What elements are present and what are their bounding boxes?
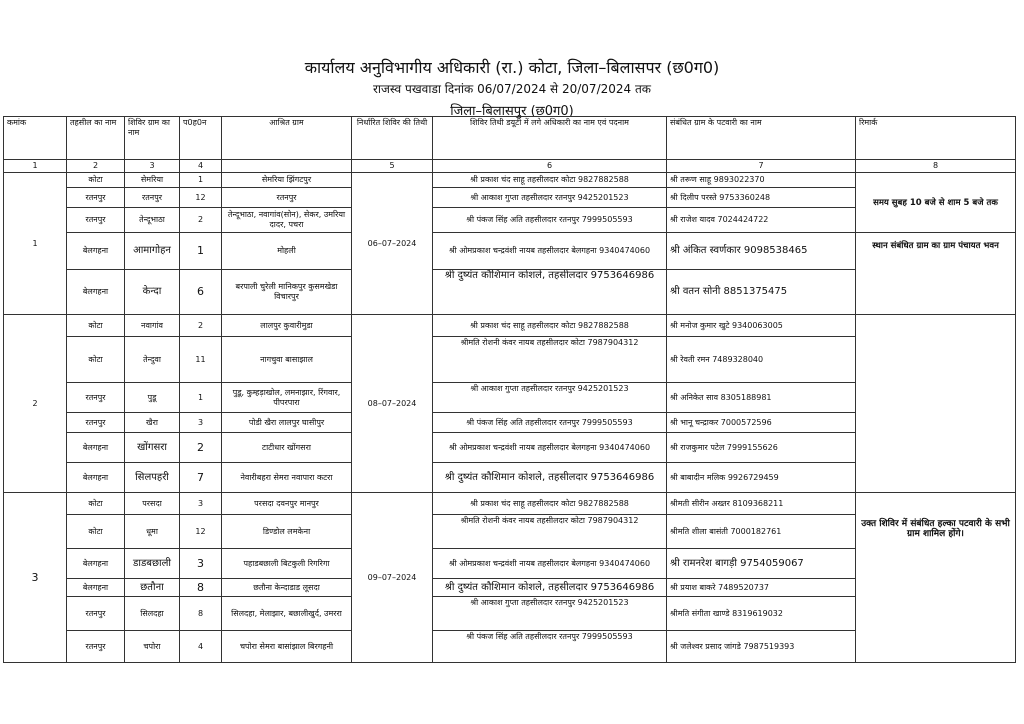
tehsil-cell: बेलगहना — [67, 579, 125, 597]
patwari-cell: श्री तरूण साहू 9893022370 — [667, 173, 856, 188]
ph-number-cell: 2 — [180, 315, 222, 337]
table-header-row — [4, 117, 1016, 160]
serial-number: 3 — [4, 493, 67, 663]
ph-number-cell: 2 — [180, 433, 222, 463]
page-title: कार्यालय अनुविभागीय अधिकारी (रा.) कोटा, जिला–बिलासपर (छ0ग0) — [304, 58, 720, 77]
camp-village-cell: डाडबछाली — [125, 549, 180, 579]
col-header: निर्धारित शिविर की तिथी — [352, 117, 433, 160]
col-header: रिमार्क — [856, 117, 1016, 160]
dependent-villages-cell: चपोरा सेमरा बासांझाल बिरगहनी — [222, 631, 352, 663]
ph-number-cell: 12 — [180, 515, 222, 549]
ph-number-cell: 3 — [180, 549, 222, 579]
camp-village-cell: सेमरिया — [125, 173, 180, 188]
dependent-villages-cell: सेमरिया झिंगटपुर — [222, 173, 352, 188]
ph-number-cell: 1 — [180, 173, 222, 188]
officer-cell: श्री दुष्यंत कौशिमान कोशले, तहसीलदार 9753646986 — [433, 270, 667, 315]
column-number-row — [4, 160, 1016, 173]
col-number: 4 — [180, 160, 222, 173]
ph-number-cell: 8 — [180, 579, 222, 597]
patwari-cell: श्री प्रयाश बाकरे 7489520737 — [667, 579, 856, 597]
dependent-villages-cell: सिलदहा, मेलाझार, बछालीखुर्द, उमररा — [222, 597, 352, 631]
dependent-villages-cell: नागचुवा बासाझाल — [222, 337, 352, 383]
camp-date: 06–07–2024 — [352, 173, 433, 315]
tehsil-cell: बेलगहना — [67, 233, 125, 270]
ph-number-cell: 7 — [180, 463, 222, 493]
officer-cell: श्री पंकज सिंह अति तहसीलदार रतनपुर 7999505593 — [433, 413, 667, 433]
patwari-cell: श्री मनोज कुमार खुटे 9340063005 — [667, 315, 856, 337]
dependent-villages-cell: पहाडबछाली बिटकुली रिगरिगा — [222, 549, 352, 579]
table-row — [4, 233, 1016, 270]
officer-cell: श्रीमति रोशनी कंवर नायब तहसीलदार कोटा 7987904312 — [433, 337, 667, 383]
ph-number-cell: 1 — [180, 233, 222, 270]
dependent-villages-cell: नेवारीबहरा सेमरा नवापारा कटरा — [222, 463, 352, 493]
dependent-villages-cell: मोहली — [222, 233, 352, 270]
officer-cell: श्री प्रकाश चंद साहू तहसीलदार कोटा 9827882588 — [433, 493, 667, 515]
col-number: 2 — [67, 160, 125, 173]
camp-village-cell: तेन्दुवा — [125, 337, 180, 383]
dependent-villages-cell: तेन्दूभाठा, नवागांव(सोन), सेकर, उमरिया दादर, पचरा — [222, 208, 352, 233]
patwari-cell: श्री दिलीप परस्ते 9753360248 — [667, 188, 856, 208]
patwari-cell: श्रीमती सीरीन अख्तर 8109368211 — [667, 493, 856, 515]
patwari-cell: श्री रेवती रमन 7489328040 — [667, 337, 856, 383]
tehsil-cell: कोटा — [67, 173, 125, 188]
col-header: शिविर ग्राम का नाम — [125, 117, 180, 160]
ph-number-cell: 2 — [180, 208, 222, 233]
patwari-cell: श्रीमति शीला बासंती 7000182761 — [667, 515, 856, 549]
col-number: 3 — [125, 160, 180, 173]
patwari-cell: श्री भानू चन्द्राकर 7000572596 — [667, 413, 856, 433]
dependent-villages-cell: छतौना केन्दाडाड लूसदा — [222, 579, 352, 597]
remark-cell: स्थान संबंधित ग्राम का ग्राम पंचायत भवन — [856, 233, 1016, 315]
col-number: 6 — [433, 160, 667, 173]
col-header: तहसील का नाम — [67, 117, 125, 160]
col-number: 5 — [352, 160, 433, 173]
ph-number-cell: 3 — [180, 493, 222, 515]
table-row — [4, 315, 1016, 337]
officer-cell: श्री आकाश गुप्ता तहसीलदार रतनपुर 9425201523 — [433, 597, 667, 631]
col-header: कमांक — [4, 117, 67, 160]
officer-cell: श्री प्रकाश चंद साहू तहसीलदार कोटा 9827882588 — [433, 173, 667, 188]
camp-village-cell: खोंगसरा — [125, 433, 180, 463]
ph-number-cell: 4 — [180, 631, 222, 663]
dependent-villages-cell: रतनपुर — [222, 188, 352, 208]
tehsil-cell: बेलगहना — [67, 270, 125, 315]
ph-number-cell: 6 — [180, 270, 222, 315]
col-header: संबंधित ग्राम के पटवारी का नाम — [667, 117, 856, 160]
col-header: आश्रित ग्राम — [222, 117, 352, 160]
ph-number-cell: 12 — [180, 188, 222, 208]
dependent-villages-cell: डिण्डोल लमकेना — [222, 515, 352, 549]
camp-village-cell: धूमा — [125, 515, 180, 549]
patwari-cell: श्री अनिकेत साव 8305188981 — [667, 383, 856, 413]
camp-village-cell: सिलदहा — [125, 597, 180, 631]
ph-number-cell: 3 — [180, 413, 222, 433]
patwari-cell: श्री बाबादीन मलिक 9926729459 — [667, 463, 856, 493]
officer-cell: श्री दुष्यंत कौशिमान कोशले, तहसीलदार 9753646986 — [433, 463, 667, 493]
ph-number-cell: 11 — [180, 337, 222, 383]
tehsil-cell: रतनपुर — [67, 597, 125, 631]
tehsil-cell: कोटा — [67, 493, 125, 515]
camp-village-cell: सिलपहरी — [125, 463, 180, 493]
officer-cell: श्री पंकज सिंह अति तहसीलदार रतनपुर 7999505593 — [433, 631, 667, 663]
remark-cell: उक्त शिविर में संबंधित हल्का पटवारी के सभी ग्राम शामिल होंगे। — [856, 493, 1016, 663]
tehsil-cell: रतनपुर — [67, 631, 125, 663]
officer-cell: श्री ओमप्रकाश चन्द्रवंशी नायब तहसीलदार बेलगहना 9340474060 — [433, 549, 667, 579]
camp-village-cell: केन्दा — [125, 270, 180, 315]
camp-village-cell: आमागोहन — [125, 233, 180, 270]
col-header: प0ह0न — [180, 117, 222, 160]
tehsil-cell: कोटा — [67, 315, 125, 337]
officer-cell: श्री प्रकाश चंद साहू तहसीलदार कोटा 9827882588 — [433, 315, 667, 337]
serial-number: 2 — [4, 315, 67, 493]
col-header: शिविर तिथी डयूटी में लगे अधिकारी का नाम एवं पदनाम — [433, 117, 667, 160]
dependent-villages-cell: लालपुर कुवारीमुडा — [222, 315, 352, 337]
patwari-cell: श्रीमति संगीता खाण्डे 8319619032 — [667, 597, 856, 631]
district-label: जिला–बिलासपुर (छ0ग0) — [450, 104, 574, 119]
officer-cell: श्री दुष्यंत कौशिमान कोशले, तहसीलदार 9753646986 — [433, 579, 667, 597]
camp-village-cell: रतनपुर — [125, 188, 180, 208]
col-number: 8 — [856, 160, 1016, 173]
dependent-villages-cell: पुडू, कुम्हड़ाखोल, लमनाझार, रिंगवार, पीपरपारा — [222, 383, 352, 413]
camp-village-cell: खैरा — [125, 413, 180, 433]
officer-cell: श्री आकाश गुप्ता तहसीलदार रतनपुर 9425201523 — [433, 188, 667, 208]
camp-date: 09–07–2024 — [352, 493, 433, 663]
patwari-cell: श्री अंकित स्वर्णकार 9098538465 — [667, 233, 856, 270]
tehsil-cell: रतनपुर — [67, 413, 125, 433]
page-subtitle: राजस्व पखवाडा दिनांक 06/07/2024 से 20/07/2024 तक — [372, 82, 652, 96]
patwari-cell: श्री जलेश्वर प्रसाद जांगडे 7987519393 — [667, 631, 856, 663]
camp-village-cell: नवागांव — [125, 315, 180, 337]
col-number: 7 — [667, 160, 856, 173]
ph-number-cell: 8 — [180, 597, 222, 631]
tehsil-cell: रतनपुर — [67, 188, 125, 208]
camp-village-cell: तेन्दूभाठा — [125, 208, 180, 233]
officer-cell: श्री ओमप्रकाश चन्द्रवंशी नायब तहसीलदार बेलगहना 9340474060 — [433, 433, 667, 463]
patwari-cell: श्री वतन सोनी 8851375475 — [667, 270, 856, 315]
remark-cell: समय सुबह 10 बजे से शाम 5 बजे तक — [856, 173, 1016, 233]
camp-village-cell: चपोरा — [125, 631, 180, 663]
dependent-villages-cell: पोडी खैरा लालपुर घासीपुर — [222, 413, 352, 433]
tehsil-cell: कोटा — [67, 337, 125, 383]
camp-schedule-table — [3, 116, 1016, 663]
tehsil-cell: बेलगहना — [67, 463, 125, 493]
dependent-villages-cell: टाटीधार खोंगसरा — [222, 433, 352, 463]
tehsil-cell: बेलगहना — [67, 433, 125, 463]
officer-cell: श्री ओमप्रकाश चन्द्रवंशी नायब तहसीलदार बेलगहना 9340474060 — [433, 233, 667, 270]
col-number: 1 — [4, 160, 67, 173]
dependent-villages-cell: परसदा दवनपुर मानपुर — [222, 493, 352, 515]
tehsil-cell: कोटा — [67, 515, 125, 549]
officer-cell: श्री पंकज सिंह अति तहसीलदार रतनपुर 7999505593 — [433, 208, 667, 233]
table-row — [4, 493, 1016, 515]
tehsil-cell: रतनपुर — [67, 383, 125, 413]
camp-date: 08–07–2024 — [352, 315, 433, 493]
table-row — [4, 173, 1016, 188]
dependent-villages-cell: बरपाली चुरेली मानिकपुर कुसमखेडा विचारपुर — [222, 270, 352, 315]
patwari-cell: श्री राजकुमार पटेल 7999155626 — [667, 433, 856, 463]
tehsil-cell: बेलगहना — [67, 549, 125, 579]
tehsil-cell: रतनपुर — [67, 208, 125, 233]
officer-cell: श्री आकाश गुप्ता तहसीलदार रतनपुर 9425201523 — [433, 383, 667, 413]
camp-village-cell: छतौना — [125, 579, 180, 597]
patwari-cell: श्री रामनरेश बागड़ी 9754059067 — [667, 549, 856, 579]
ph-number-cell: 1 — [180, 383, 222, 413]
camp-village-cell: पुडू — [125, 383, 180, 413]
remark-cell-empty — [856, 315, 1016, 493]
col-number — [222, 160, 352, 173]
serial-number: 1 — [4, 173, 67, 315]
camp-village-cell: परसदा — [125, 493, 180, 515]
patwari-cell: श्री राजेश यादव 7024424722 — [667, 208, 856, 233]
officer-cell: श्रीमति रोशनी कंवर नायब तहसीलदार कोटा 7987904312 — [433, 515, 667, 549]
